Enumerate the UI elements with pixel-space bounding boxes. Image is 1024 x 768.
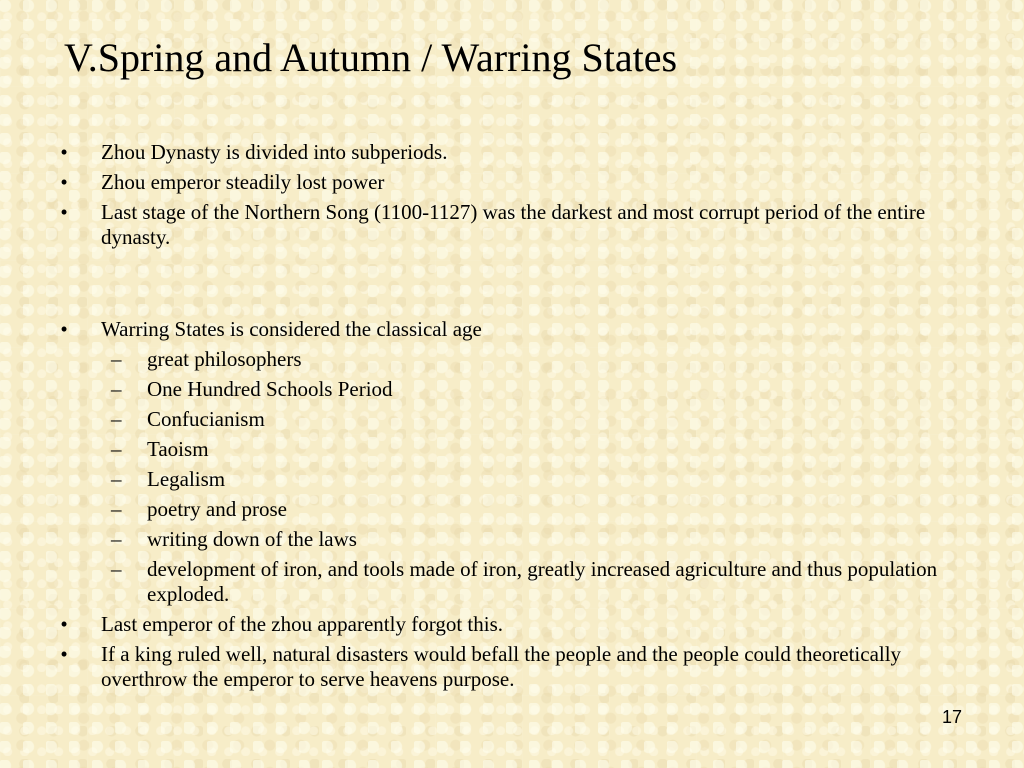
bullet-item — [58, 170, 988, 195]
sub-bullet-item — [101, 377, 988, 402]
dash-icon: – — [111, 377, 122, 401]
sub-bullet-text: poetry and prose — [147, 497, 287, 521]
sub-bullet-item — [101, 467, 988, 492]
sub-bullet-item — [101, 407, 988, 432]
bullet-text: Last stage of the Northern Song (1100-1127) was the darkest and most corrupt period of the entire dynasty. — [101, 200, 926, 249]
sub-bullet-item — [101, 437, 988, 462]
dash-icon: – — [111, 527, 122, 551]
dash-icon: – — [111, 497, 122, 521]
bullet-dot-icon: • — [60, 170, 68, 194]
bullet-dot-icon: • — [60, 140, 68, 164]
bullet-text: Zhou Dynasty is divided into subperiods. — [101, 140, 448, 164]
dash-icon: – — [111, 557, 122, 581]
bullet-item — [58, 200, 988, 250]
bullet-dot-icon: • — [60, 200, 68, 224]
sub-bullet-item — [101, 527, 988, 552]
sub-bullet-item — [101, 497, 988, 522]
sub-bullet-item — [101, 347, 988, 372]
page-number: 17 — [941, 707, 962, 727]
bullet-dot-icon: • — [60, 612, 68, 636]
sub-bullet-text: writing down of the laws — [147, 527, 357, 551]
dash-icon: – — [111, 437, 122, 461]
bullet-item — [58, 642, 988, 692]
bullet-text: Zhou emperor steadily lost power — [101, 170, 385, 194]
bullet-text: If a king ruled well, natural disasters would befall the people and the people could theoretically overthrow the emperor to serve heavens purpose. — [101, 642, 902, 691]
dash-icon: – — [111, 467, 122, 491]
dash-icon: – — [111, 407, 122, 431]
sub-bullet-text: great philosophers — [147, 347, 302, 371]
sub-bullet-text: Confucianism — [147, 407, 265, 431]
dash-icon: – — [111, 347, 122, 371]
bullet-spacer — [58, 255, 988, 317]
slide-title: V.Spring and Autumn / Warring States — [64, 35, 678, 80]
sub-bullet-text: Legalism — [147, 467, 226, 491]
sub-bullet-list — [101, 347, 988, 607]
bullet-text: Last emperor of the zhou apparently forgot this. — [101, 612, 503, 636]
bullet-text: Warring States is considered the classical age — [101, 317, 482, 341]
slide-content — [58, 140, 988, 697]
bullet-item — [58, 612, 988, 637]
sub-bullet-item — [101, 557, 988, 607]
bullet-item-classical-age — [58, 317, 988, 607]
sub-bullet-text: development of iron, and tools made of iron, greatly increased agriculture and thus population exploded. — [147, 557, 938, 606]
bullet-dot-icon: • — [60, 317, 68, 341]
bullet-list-main — [58, 317, 988, 692]
sub-bullet-text: One Hundred Schools Period — [147, 377, 393, 401]
bullet-list-intro — [58, 140, 988, 250]
bullet-dot-icon: • — [60, 642, 68, 666]
bullet-item — [58, 140, 988, 165]
sub-bullet-text: Taoism — [147, 437, 209, 461]
